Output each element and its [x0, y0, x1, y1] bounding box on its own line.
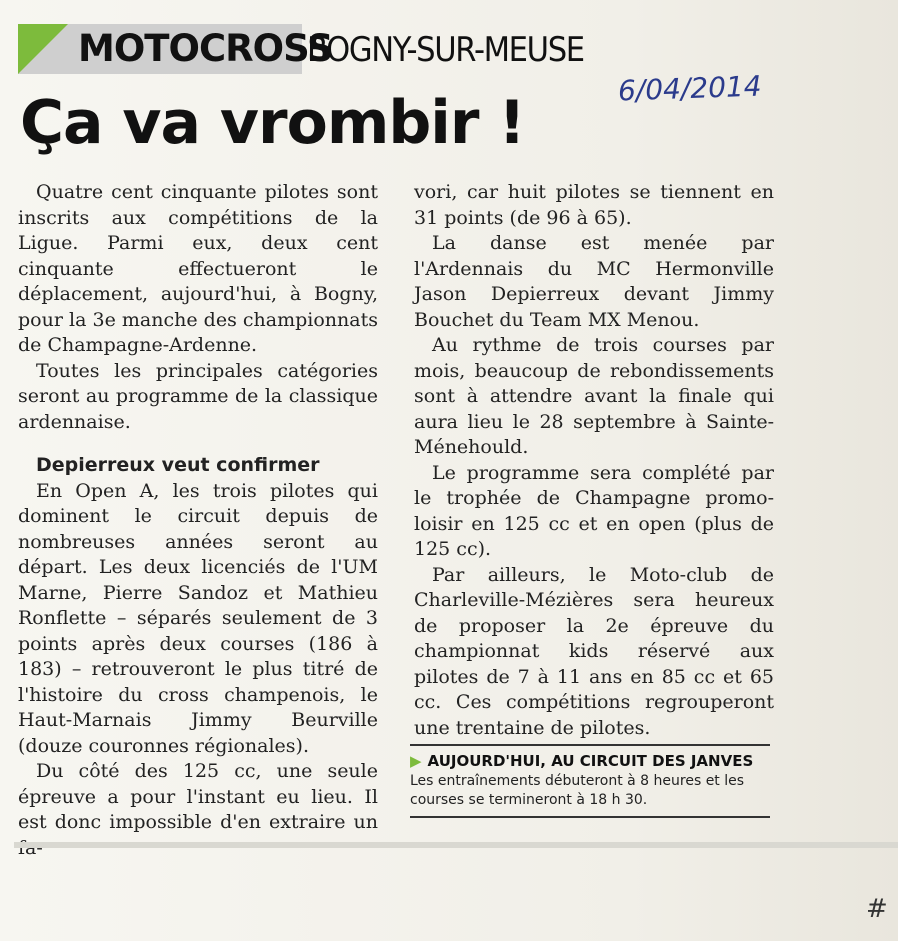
info-box-text: Les entraînements débuteront à 8 heures et les courses se termineront à 18 h 30.	[410, 773, 745, 808]
article-headline: Ça va vrombir !	[20, 88, 525, 158]
article-subhead: Depierreux veut confirmer	[36, 454, 320, 476]
paragraph: Toutes les principales catégories seront au programme de la classique ardennaise.	[18, 359, 378, 433]
paragraph: vori, car huit pilotes se tiennent en 31 points (de 96 à 65).	[414, 181, 774, 229]
kicker-accent-triangle	[18, 24, 68, 74]
info-box-title	[410, 752, 770, 770]
paragraph: La danse est menée par l'Ardennais du MC Hermonville Jason Depierreux devant Jimmy Bouchet du Team MX Menou.	[414, 232, 774, 331]
crop-mark-icon: #	[866, 894, 888, 924]
paragraph: Par ailleurs, le Moto-club de Charleville-Mézières sera heureux de proposer la 2e épreuve du championnat kids réservé aux pilotes de 7 à 11 ans en 85 cc et 65 cc. Ces compétitions regrouperont une trentaine de pilotes.	[414, 563, 774, 739]
paragraph: Le programme sera complété par le trophée de Champagne promo-loisir en 125 cc et en open (plus de 125 cc).	[414, 461, 774, 560]
bottom-divider	[14, 842, 898, 848]
paragraph: Quatre cent cinquante pilotes sont inscrits aux compétitions de la Ligue. Parmi eux, deux cent cinquante effectueront le déplacement, aujourd'hui, à Bogny, pour la 3e manche des championnats de Champagne-Ardenne.	[18, 181, 378, 356]
paragraph: Du côté des 125 cc, une seule épreuve a pour l'instant eu lieu. Il est donc impossible d'en extraire un	[18, 760, 378, 833]
paragraph: Au rythme de trois courses par mois, beaucoup de rebondissements sont à attendre avant la finale qui aura lieu le 28 septembre à Sainte-Ménehould.	[414, 334, 774, 458]
location-label: BOGNY-SUR-MEUSE	[307, 30, 584, 70]
info-box	[410, 744, 770, 818]
article-column-right	[414, 180, 774, 741]
info-box-title-text: AUJOURD'HUI, AU CIRCUIT DES JANVES	[427, 752, 754, 770]
article-column-left	[18, 180, 378, 861]
triangle-arrow-icon: ▶	[410, 752, 422, 770]
paragraph: En Open A, les trois pilotes qui dominent le circuit depuis de nombreuses années seront au départ. Les deux licenciés de l'UM Marne, Pierre Sandoz et Mathieu Ronflette – séparés seulement de 3 points après deux courses (186 à 183) – retrouveront le plus titré de l'histoire du cross champenois, le Haut-Marnais Jimmy Beurville (douze couronnes régionales).	[18, 479, 378, 757]
handwritten-date: 6/04/2014	[617, 69, 763, 108]
section-kicker: MOTOCROSS	[78, 27, 333, 70]
